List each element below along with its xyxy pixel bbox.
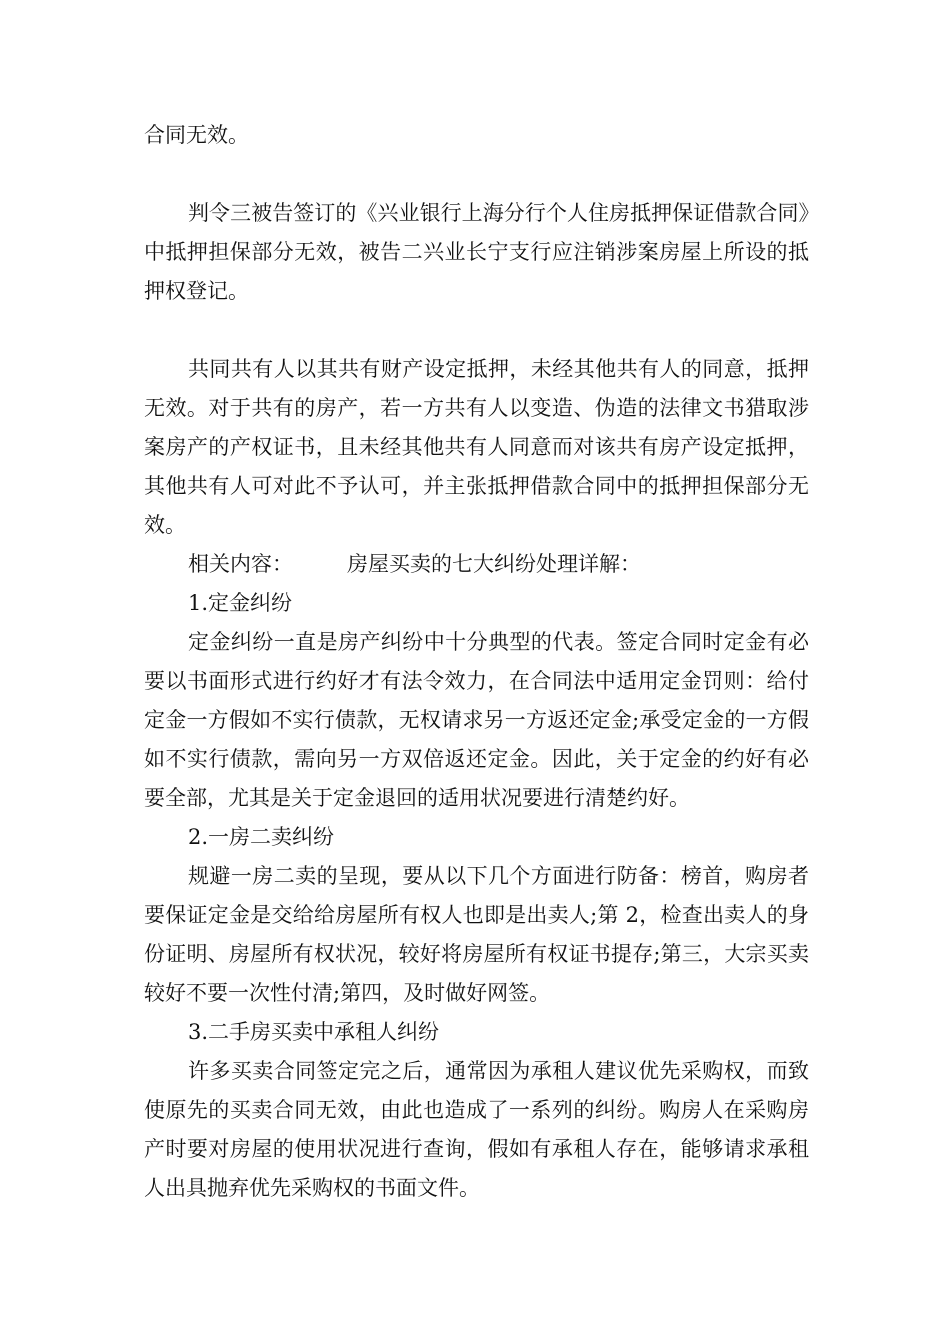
section-2-heading: 2.一房二卖纠纷 xyxy=(188,825,335,849)
paragraph-judgment: 判令三被告签订的《兴业银行上海分行个人住房抵押保证借款合同》中抵押担保部分无效，被告二兴业长宁支行应注销涉案房屋上所设的抵押权登记。 xyxy=(144,201,809,303)
related-content-line xyxy=(144,545,809,584)
section-3-body: 许多买卖合同签定完之后，通常因为承租人建议优先采购权，而致使原先的买卖合同无效，由此也造成了一系列的纠纷。购房人在采购房产时要对房屋的使用状况进行查询，假如有承租人存在，能够请求承租人出具抛弃优先采购权的书面文件。 xyxy=(144,1059,809,1200)
section-2-body: 规避一房二卖的呈现，要从以下几个方面进行防备：榜首，购房者要保证定金是交给给房屋所有权人也即是出卖人;第 2，检查出卖人的身份证明、房屋所有权状况，较好将房屋所有权证书提存;第三，大宗买卖较好不要一次性付清;第四，及时做好网签。 xyxy=(144,864,809,1005)
paragraph-coowner: 共同共有人以其共有财产设定抵押，未经其他共有人的同意，抵押无效。对于共有的房产，若一方共有人以变造、伪造的法律文书猎取涉案房产的产权证书，且未经其他共有人同意而对该共有房产设定抵押，其他共有人可对此不予认可，并主张抵押借款合同中的抵押担保部分无效。 xyxy=(144,357,809,537)
paragraph-intro-tail: 合同无效。 xyxy=(144,123,249,147)
section-1-body: 定金纠纷一直是房产纠纷中十分典型的代表。签定合同时定金有必要以书面形式进行约好才有法令效力，在合同法中适用定金罚则：给付定金一方假如不实行债款，无权请求另一方返还定金;承受定金的一方假如不实行债款，需向另一方双倍返还定金。因此，关于定金的约好有必要全部，尤其是关于定金退回的适用状况要进行清楚约好。 xyxy=(144,630,809,810)
section-3-heading: 3.二手房买卖中承租人纠纷 xyxy=(188,1020,440,1044)
related-content-label: 相关内容： xyxy=(188,552,293,576)
related-content-title: 房屋买卖的七大纠纷处理详解： xyxy=(347,552,641,576)
paragraph-gap xyxy=(144,311,809,350)
section-1-heading: 1.定金纠纷 xyxy=(188,591,293,615)
paragraph-gap xyxy=(144,155,809,194)
document-body xyxy=(144,116,809,1208)
